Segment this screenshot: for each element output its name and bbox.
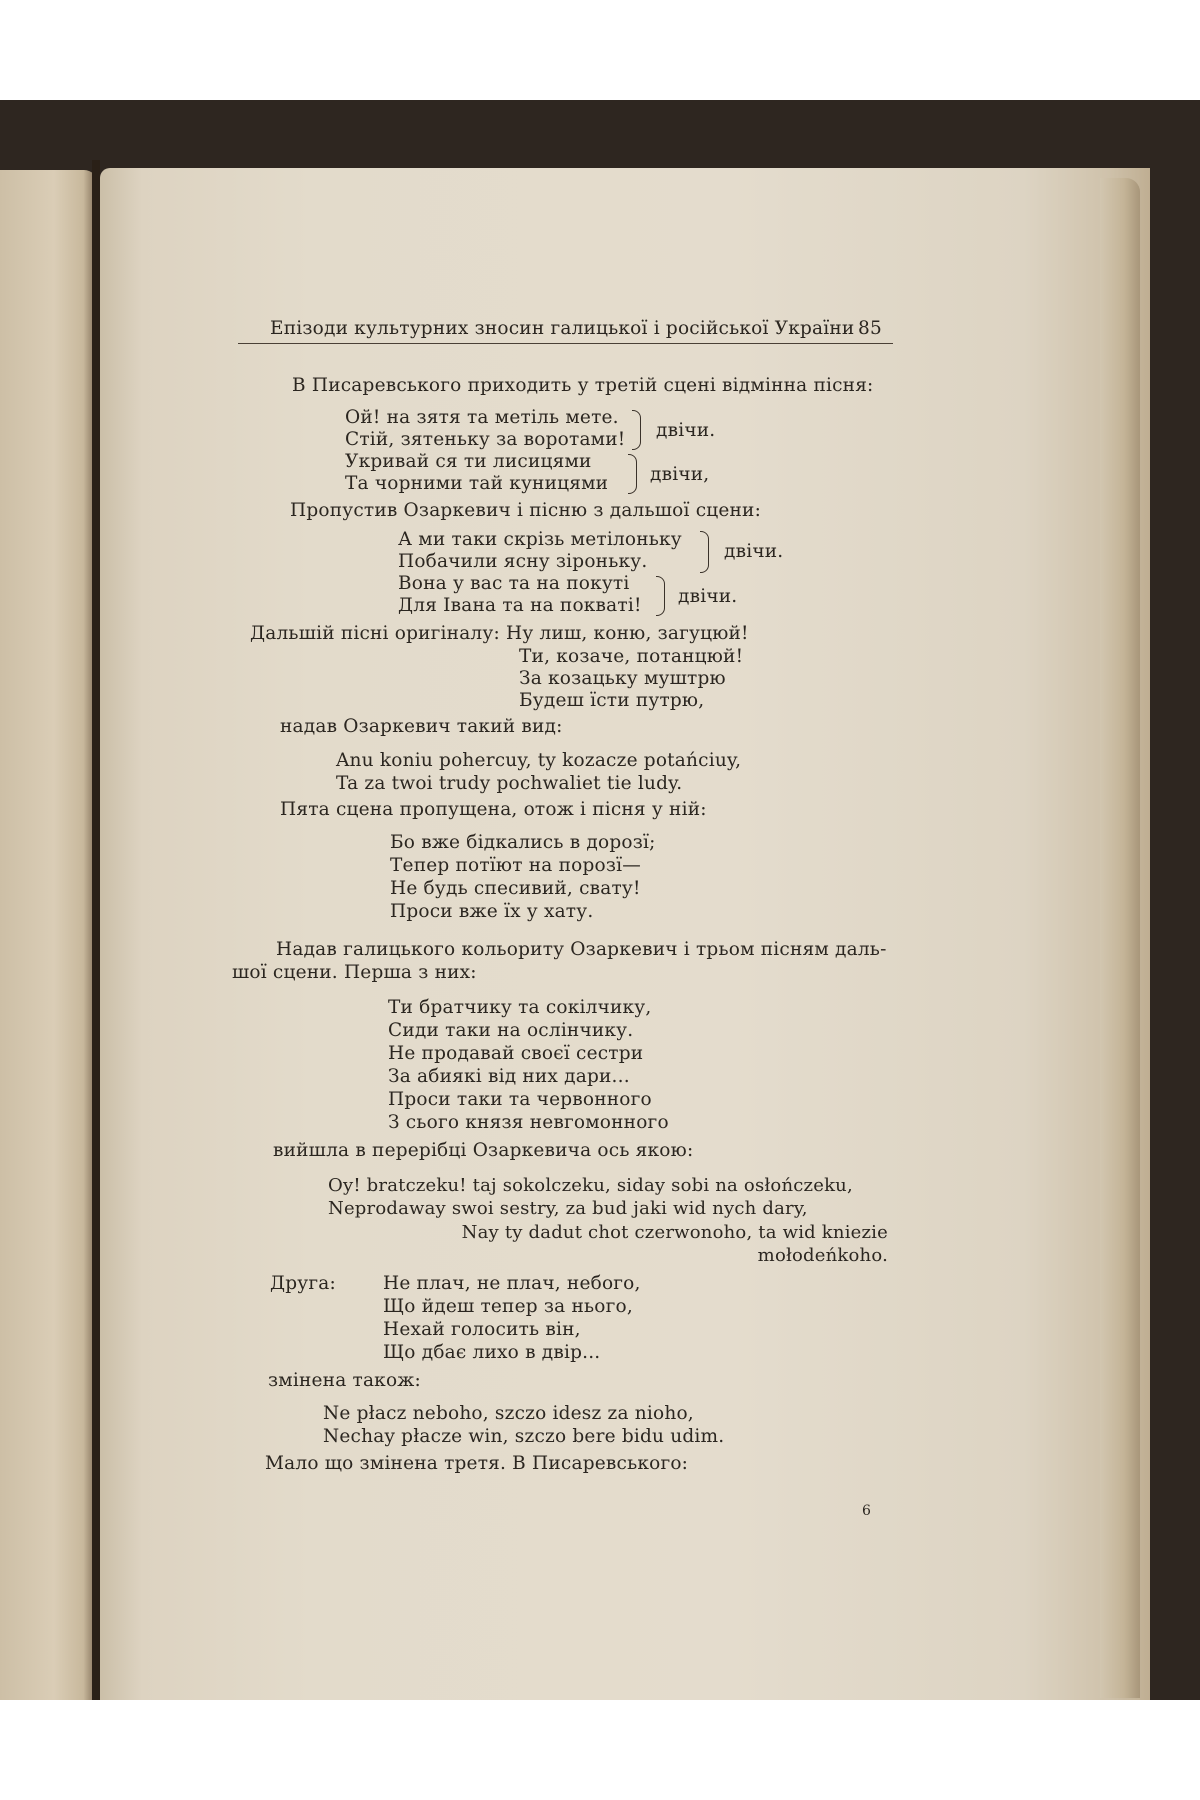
twice-note: двічи.	[656, 420, 716, 441]
running-title: Епізоди культурних зносин галицької і російської України	[270, 318, 855, 339]
verse-line: Ти братчику та сокілчику,	[388, 997, 652, 1018]
verse-line: Бо вже бідкались в дорозї;	[390, 832, 656, 853]
text-line: Друга:	[270, 1273, 336, 1294]
verse-line: Стій, зятеньку за воротами!	[345, 429, 626, 450]
page-number: 85	[858, 318, 882, 339]
verse-line: Не продавай своєї сестри	[388, 1043, 644, 1064]
verse-line: Oy! bratczeku! taj sokolczeku, siday sobi na osłończeku,	[328, 1175, 853, 1196]
verse-line: За абиякі від них дари...	[388, 1066, 630, 1087]
verse-line: Anu koniu pohercuy, ty kozacze potańciuy,	[336, 750, 742, 771]
verse-line: Укривай ся ти лисицями	[345, 451, 592, 472]
brace	[632, 410, 641, 450]
verse-line: А ми таки скрізь метілоньку	[398, 529, 682, 550]
verse-line: Ти, козаче, потанцюй!	[519, 646, 744, 667]
verse-line: Не будь спесивий, свату!	[390, 878, 641, 899]
text-line: шої сцени. Перша з них:	[232, 962, 477, 983]
text-line: Пропустив Озаркевич і пісню з дальшої сцени:	[290, 500, 762, 521]
brace	[656, 576, 665, 616]
text-line: В Писаревського приходить у третій сцені відмінна пісня:	[292, 375, 874, 396]
text-line: Дальшій пісні оригіналу: Ну лиш, коню, загуцюй!	[250, 623, 749, 644]
verse-line: Вона у вас та на покуті	[398, 573, 630, 594]
twice-note: двічи,	[650, 464, 710, 485]
text-line: вийшла в перерібці Озаркевича ось якою:	[273, 1140, 694, 1161]
verse-line: Що йдеш тепер за нього,	[383, 1296, 633, 1317]
brace	[628, 454, 637, 494]
verse-line: Neprodaway swoi sestry, za bud jaki wid nych dary,	[328, 1198, 808, 1219]
verse-line: Тепер потїют на порозї—	[390, 855, 641, 876]
twice-note: двічи.	[678, 586, 738, 607]
verse-line: Сиди таки на ослінчику.	[388, 1020, 634, 1041]
twice-note: двічи.	[724, 541, 784, 562]
verse-line: Проси таки та червонного	[388, 1089, 652, 1110]
verse-line: Nay ty dadut chot czerwonoho, ta wid kniezie mołodeńkoho.	[461, 1222, 888, 1266]
verse-line: Побачили ясну зіроньку.	[398, 551, 648, 572]
text-line: надав Озаркевич такий вид:	[280, 716, 563, 737]
verse-line: Нехай голосить він,	[383, 1319, 581, 1340]
text-line: Надав галицького кольориту Озаркевич і трьом пісням даль-	[276, 939, 887, 960]
verse-line: Проси вже їх у хату.	[390, 901, 594, 922]
verse-line: З сього князя невгомонного	[388, 1112, 669, 1133]
verse-line: Nechay płacze win, szczo bere bidu udim.	[323, 1426, 725, 1447]
verse-line: Ta za twoi trudy pochwaliet tie ludy.	[336, 773, 683, 794]
verse-line: Для Івана та на покваті!	[398, 595, 642, 616]
text-line: Мало що змінена третя. В Писаревського:	[265, 1453, 689, 1474]
verse-line: Ой! на зятя та метіль мете.	[345, 407, 619, 428]
verse-line: Та чорними тай куницями	[345, 473, 609, 494]
brace	[700, 531, 709, 573]
text-line: Пята сцена пропущена, отож і пісня у ній:	[280, 799, 707, 820]
verse-line: Не плач, не плач, небого,	[383, 1273, 641, 1294]
verse-line: Що дбає лихо в двір...	[383, 1342, 601, 1363]
header-rule	[238, 343, 893, 344]
verse-line: Ne płacz neboho, szczo idesz za nioho,	[323, 1403, 694, 1424]
signature-mark: 6	[862, 1503, 872, 1519]
verse-line: Будеш їсти путрю,	[519, 690, 705, 711]
text-line: змінена також:	[268, 1370, 421, 1391]
verse-line: За козацьку муштрю	[519, 668, 726, 689]
